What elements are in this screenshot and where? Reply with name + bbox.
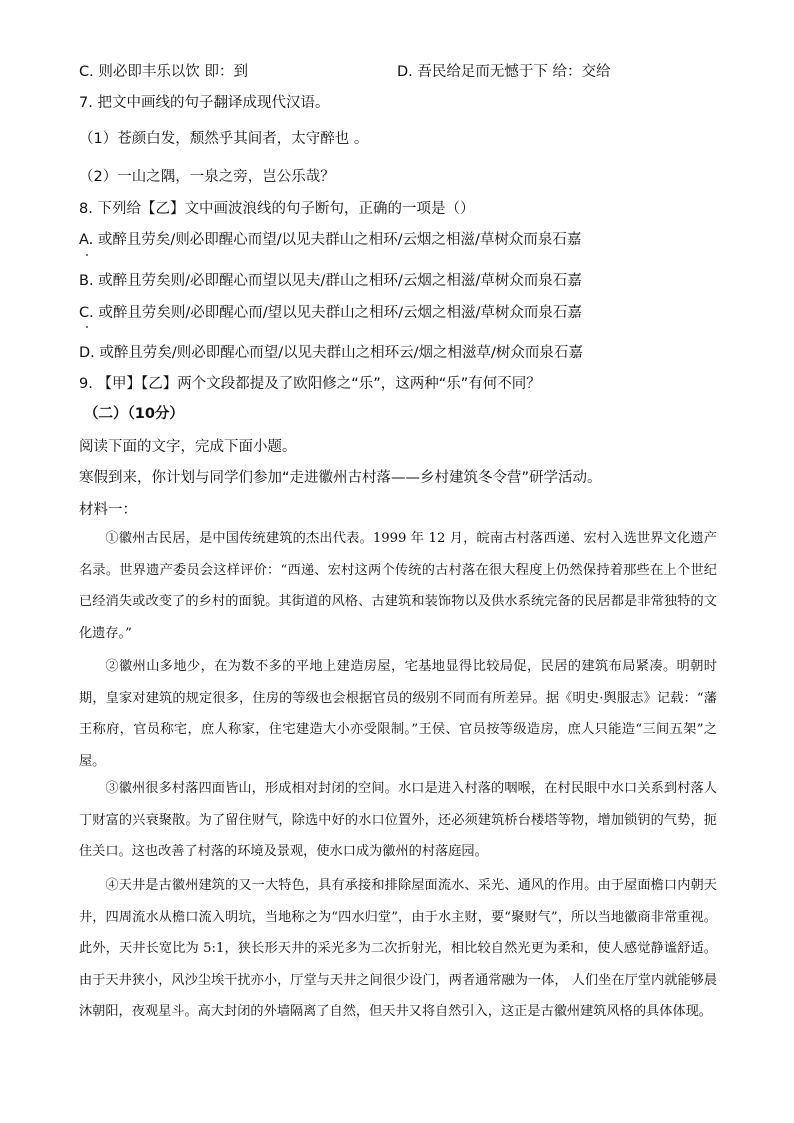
q8-option-b: B. 或醉且劳矣则/必即醒心而望以见夫/群山之相环/云烟之相滋/草树众而泉石嘉 xyxy=(79,273,582,289)
section-2-context: 寒假到来，你计划与同学们参加“走进徽州古村落——乡村建筑冬令营”研学活动。 xyxy=(79,470,602,486)
q8-option-c: C. 或醉且劳矣则/必即醒心而/望以见夫群山之相环/云烟之相滋/草树众而泉石嘉 xyxy=(79,305,582,321)
passage-paragraph-4: ④天井是古徽州建筑的又一大特色，具有承接和排除屋面流水、采光、通风的作用。由于屋面檐口内朝天井，四周流水从檐口流入明坑，当地称之为“四水归堂”，由于水主财，要“聚财气”，所以当地徽商非常重视。此外，天井长宽比为 5:1，狭长形天井的采光多为二次折射光，相比较自然光更为柔和，使人感觉静谧舒适。由于天井狭小，风沙尘埃干扰亦小，厅堂与天井之间很少设门，两者通常融为一体， 人们坐在厅堂内就能够晨沐朝阳，夜观星斗。高大封闭的外墙隔离了自然，但天井又将自然引入，这正是古徽州建筑风格的具体体现。 xyxy=(79,878,718,1019)
section-2-header: （二）（10分） xyxy=(84,406,184,422)
emphasis-dot xyxy=(86,254,88,256)
q6-option-c: C. 则必即丰乐以饮 即：到 xyxy=(79,64,248,80)
q6-option-d: D. 吾民给足而无憾于下 给：交给 xyxy=(397,64,611,80)
material-one-label: 材料一： xyxy=(79,502,137,518)
passage-paragraph-2: ②徽州山多地少，在为数不多的平地上建造房屋，宅基地显得比较局促，民居的建筑布局紧凑。明朝时期，皇家对建筑的规定很多，住房的等级也会根据官员的级别不同而有所差异。据《明史·舆服志》记载：“藩王称府，官员称宅，庶人称家，住宅建造大小亦受限制。”王侯、官员按等级造房，庶人只能造“三间五架”之屋。 xyxy=(79,659,717,769)
emphasis-dot xyxy=(86,326,88,328)
q9-stem: 9. 【甲】【乙】两个文段都提及了欧阳修之“乐”，这两种“乐”有何不同？ xyxy=(79,376,541,392)
q8-stem: 8. 下列给【乙】文中画波浪线的句子断句，正确的一项是（） xyxy=(79,201,475,217)
section-2-instruction: 阅读下面的文字，完成下面小题。 xyxy=(79,439,297,455)
passage-paragraph-1: ①徽州古民居，是中国传统建筑的杰出代表。1999 年 12 月，皖南古村落西递、宏村入选世界文化遗产名录。世界遗产委员会这样评价：“西递、宏村这两个传统的古村落在很大程度上仍然保持着那些在上个世纪已经消失或改变了的乡村的面貌。其街道的风格、古建筑和装饰物以及供水系统完备的民居都是非常独特的文化遗存。” xyxy=(79,531,717,641)
q7-stem: 7. 把文中画线的句子翻译成现代汉语。 xyxy=(79,95,330,111)
q7-item-1: （1）苍颜白发，颓然乎其间者，太守醉也 。 xyxy=(79,131,369,147)
q8-option-d: D. 或醉且劳矣/则必即醒心而望/以见夫群山之相环云/烟之相滋草/树众而泉石嘉 xyxy=(79,345,583,361)
q7-item-2: （2）一山之隅，一泉之旁，岂公乐哉？ xyxy=(79,169,335,185)
passage-paragraph-3: ③徽州很多村落四面皆山，形成相对封闭的空间。水口是进入村落的咽喉，在村民眼中水口关系到村落人丁财富的兴衰聚散。为了留住财气，除选中好的水口位置外，还必须建筑桥台楼塔等物，增加锁钥的气势，扼住关口。这也改善了村落的环境及景观，使水口成为徽州的村落庭园。 xyxy=(79,781,717,859)
q8-option-a: A. 或醉且劳矣/则必即醒心而望/以见夫群山之相环/云烟之相滋/草树众而泉石嘉 xyxy=(79,232,582,248)
